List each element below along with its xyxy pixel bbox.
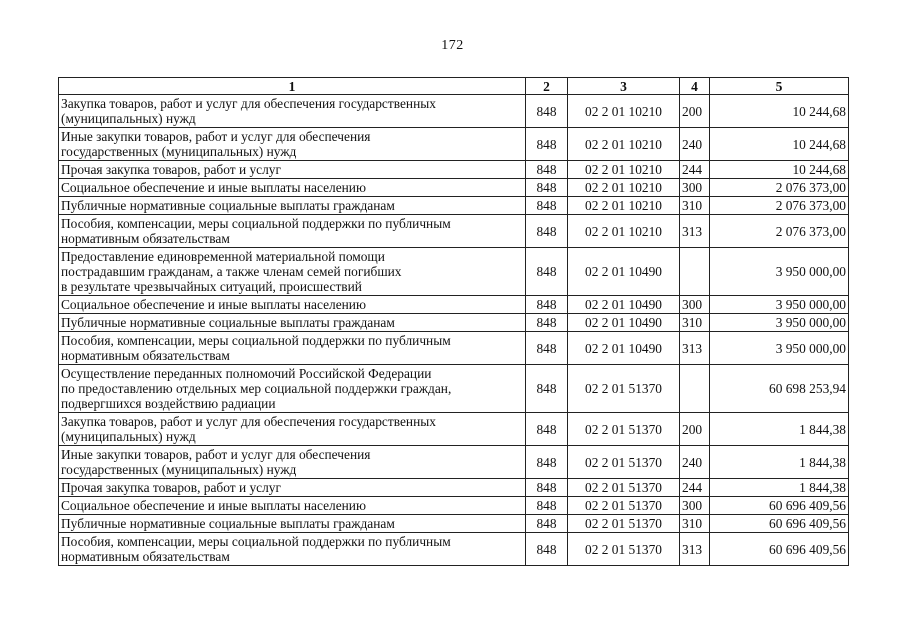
cell-vr: 244 (680, 479, 710, 497)
cell-name: Публичные нормативные социальные выплаты гражданам (59, 515, 526, 533)
cell-name: Прочая закупка товаров, работ и услуг (59, 161, 526, 179)
cell-vr: 300 (680, 296, 710, 314)
table-row (59, 365, 849, 413)
cell-admin: 848 (526, 332, 568, 365)
cell-csr: 02 2 01 10490 (568, 332, 680, 365)
header-csr: 3 (568, 78, 680, 95)
cell-csr: 02 2 01 10490 (568, 314, 680, 332)
cell-admin: 848 (526, 296, 568, 314)
cell-amount: 2 076 373,00 (710, 179, 849, 197)
table-row (59, 197, 849, 215)
cell-csr: 02 2 01 51370 (568, 446, 680, 479)
table-row (59, 128, 849, 161)
table-body (59, 95, 849, 566)
cell-vr: 200 (680, 95, 710, 128)
cell-name: Прочая закупка товаров, работ и услуг (59, 479, 526, 497)
cell-vr: 310 (680, 515, 710, 533)
cell-amount: 60 696 409,56 (710, 533, 849, 566)
cell-csr: 02 2 01 10490 (568, 248, 680, 296)
cell-amount: 10 244,68 (710, 95, 849, 128)
cell-vr (680, 365, 710, 413)
cell-amount: 10 244,68 (710, 161, 849, 179)
cell-name: Пособия, компенсации, меры социальной поддержки по публичным нормативным обязательствам (59, 215, 526, 248)
cell-amount: 3 950 000,00 (710, 248, 849, 296)
table-row (59, 332, 849, 365)
cell-admin: 848 (526, 197, 568, 215)
cell-name: Закупка товаров, работ и услуг для обеспечения государственных (муниципальных) нужд (59, 413, 526, 446)
cell-name: Социальное обеспечение и иные выплаты населению (59, 497, 526, 515)
cell-admin: 848 (526, 365, 568, 413)
cell-vr: 310 (680, 197, 710, 215)
header-admin: 2 (526, 78, 568, 95)
header-amount: 5 (710, 78, 849, 95)
table-row (59, 413, 849, 446)
cell-csr: 02 2 01 51370 (568, 515, 680, 533)
cell-vr: 200 (680, 413, 710, 446)
cell-name: Социальное обеспечение и иные выплаты населению (59, 179, 526, 197)
table-row (59, 497, 849, 515)
cell-csr: 02 2 01 51370 (568, 413, 680, 446)
cell-amount: 3 950 000,00 (710, 296, 849, 314)
cell-csr: 02 2 01 10210 (568, 197, 680, 215)
cell-admin: 848 (526, 179, 568, 197)
cell-amount: 1 844,38 (710, 479, 849, 497)
cell-admin: 848 (526, 215, 568, 248)
table-row (59, 296, 849, 314)
cell-csr: 02 2 01 10490 (568, 296, 680, 314)
cell-vr: 244 (680, 161, 710, 179)
table-row (59, 314, 849, 332)
cell-name: Осуществление переданных полномочий Российской Федерации по предоставлению отдельных мер социальной поддержки граждан, подвергшихся воздействию радиации (59, 365, 526, 413)
cell-admin: 848 (526, 248, 568, 296)
cell-csr: 02 2 01 10210 (568, 95, 680, 128)
cell-csr: 02 2 01 10210 (568, 128, 680, 161)
cell-vr: 313 (680, 332, 710, 365)
cell-name: Иные закупки товаров, работ и услуг для обеспечения государственных (муниципальных) нужд (59, 128, 526, 161)
cell-admin: 848 (526, 515, 568, 533)
cell-vr (680, 248, 710, 296)
cell-csr: 02 2 01 10210 (568, 161, 680, 179)
cell-vr: 313 (680, 215, 710, 248)
cell-csr: 02 2 01 51370 (568, 365, 680, 413)
cell-admin: 848 (526, 413, 568, 446)
cell-amount: 60 696 409,56 (710, 515, 849, 533)
cell-name: Публичные нормативные социальные выплаты гражданам (59, 197, 526, 215)
cell-name: Пособия, компенсации, меры социальной поддержки по публичным нормативным обязательствам (59, 332, 526, 365)
cell-amount: 60 696 409,56 (710, 497, 849, 515)
cell-name: Социальное обеспечение и иные выплаты населению (59, 296, 526, 314)
cell-amount: 60 698 253,94 (710, 365, 849, 413)
cell-admin: 848 (526, 497, 568, 515)
cell-admin: 848 (526, 128, 568, 161)
table-row (59, 515, 849, 533)
cell-csr: 02 2 01 51370 (568, 533, 680, 566)
cell-vr: 300 (680, 497, 710, 515)
cell-amount: 10 244,68 (710, 128, 849, 161)
cell-amount: 3 950 000,00 (710, 332, 849, 365)
cell-vr: 300 (680, 179, 710, 197)
header-name: 1 (59, 78, 526, 95)
budget-table (58, 77, 849, 566)
cell-name: Закупка товаров, работ и услуг для обеспечения государственных (муниципальных) нужд (59, 95, 526, 128)
cell-admin: 848 (526, 161, 568, 179)
cell-csr: 02 2 01 51370 (568, 497, 680, 515)
cell-admin: 848 (526, 95, 568, 128)
table-row (59, 446, 849, 479)
cell-admin: 848 (526, 446, 568, 479)
page-number: 172 (441, 38, 464, 53)
cell-csr: 02 2 01 51370 (568, 479, 680, 497)
table-row (59, 248, 849, 296)
table-row (59, 161, 849, 179)
cell-vr: 240 (680, 128, 710, 161)
table-row (59, 95, 849, 128)
cell-admin: 848 (526, 314, 568, 332)
cell-amount: 2 076 373,00 (710, 197, 849, 215)
table-row (59, 215, 849, 248)
cell-name: Предоставление единовременной материальной помощи пострадавшим гражданам, а также членам семей погибших в результате чрезвычайных ситуаций, происшествий (59, 248, 526, 296)
table-row (59, 533, 849, 566)
table-row (59, 479, 849, 497)
cell-vr: 313 (680, 533, 710, 566)
cell-name: Пособия, компенсации, меры социальной поддержки по публичным нормативным обязательствам (59, 533, 526, 566)
table-row (59, 179, 849, 197)
cell-amount: 1 844,38 (710, 413, 849, 446)
cell-csr: 02 2 01 10210 (568, 179, 680, 197)
cell-admin: 848 (526, 533, 568, 566)
cell-amount: 3 950 000,00 (710, 314, 849, 332)
cell-admin: 848 (526, 479, 568, 497)
cell-vr: 240 (680, 446, 710, 479)
header-row (59, 78, 849, 95)
cell-amount: 2 076 373,00 (710, 215, 849, 248)
cell-name: Иные закупки товаров, работ и услуг для обеспечения государственных (муниципальных) нужд (59, 446, 526, 479)
cell-amount: 1 844,38 (710, 446, 849, 479)
cell-csr: 02 2 01 10210 (568, 215, 680, 248)
cell-vr: 310 (680, 314, 710, 332)
cell-name: Публичные нормативные социальные выплаты гражданам (59, 314, 526, 332)
header-vr: 4 (680, 78, 710, 95)
